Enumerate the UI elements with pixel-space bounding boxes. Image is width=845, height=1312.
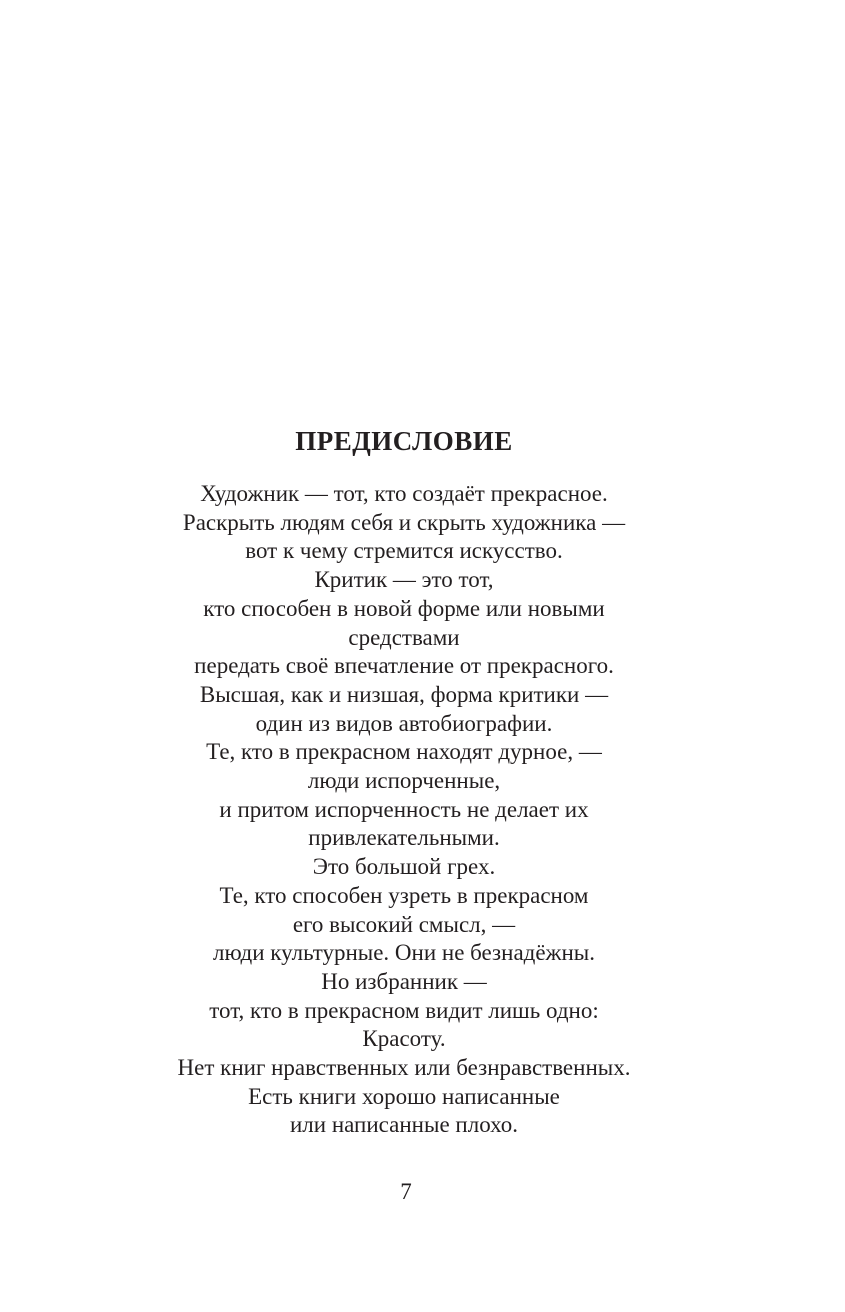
text-line: вот к чему стремится искусство. (245, 538, 563, 564)
text-line: Раскрыть людям себя и скрыть художника — (182, 509, 626, 535)
text-line: Есть книги хорошо написанные (248, 1083, 560, 1109)
text-line: Художник — тот, кто создаёт прекрасное. (200, 481, 608, 506)
text-line: люди культурные. Они не безнадёжны. (213, 940, 595, 966)
page-number: 7 (400, 1179, 412, 1204)
text-line: Критик — это тот, (314, 567, 494, 593)
text-line: или написанные плохо. (290, 1112, 518, 1138)
text-line: Те, кто способен узреть в прекрасном (219, 882, 589, 908)
text-line: один из видов автобиографии. (255, 710, 553, 736)
text-line: Нет книг нравственных или безнравственных. (177, 1055, 631, 1081)
text-line: кто способен в новой форме или новыми (203, 595, 605, 621)
text-line: передать своё впечатление от прекрасного. (194, 653, 614, 679)
preface-text (0, 480, 808, 1140)
text-line: Но избранник — (321, 968, 487, 994)
text-line: люди испорченные, (307, 768, 501, 794)
text-line: и притом испорченность не делает их (219, 796, 589, 822)
text-line: Это большой грех. (312, 854, 496, 880)
text-line: Те, кто в прекрасном находят дурное, — (206, 739, 602, 765)
text-line: привлекательными. (308, 825, 500, 851)
text-line: Высшая, как и низшая, форма критики — (199, 681, 609, 707)
text-line: тот, кто в прекрасном видит лишь одно: (209, 997, 599, 1023)
text-line: Красоту. (362, 1026, 446, 1052)
chapter-title: ПРЕДИСЛОВИЕ (295, 426, 513, 456)
text-line: средствами (348, 624, 460, 650)
text-line: его высокий смысл, — (292, 911, 516, 937)
